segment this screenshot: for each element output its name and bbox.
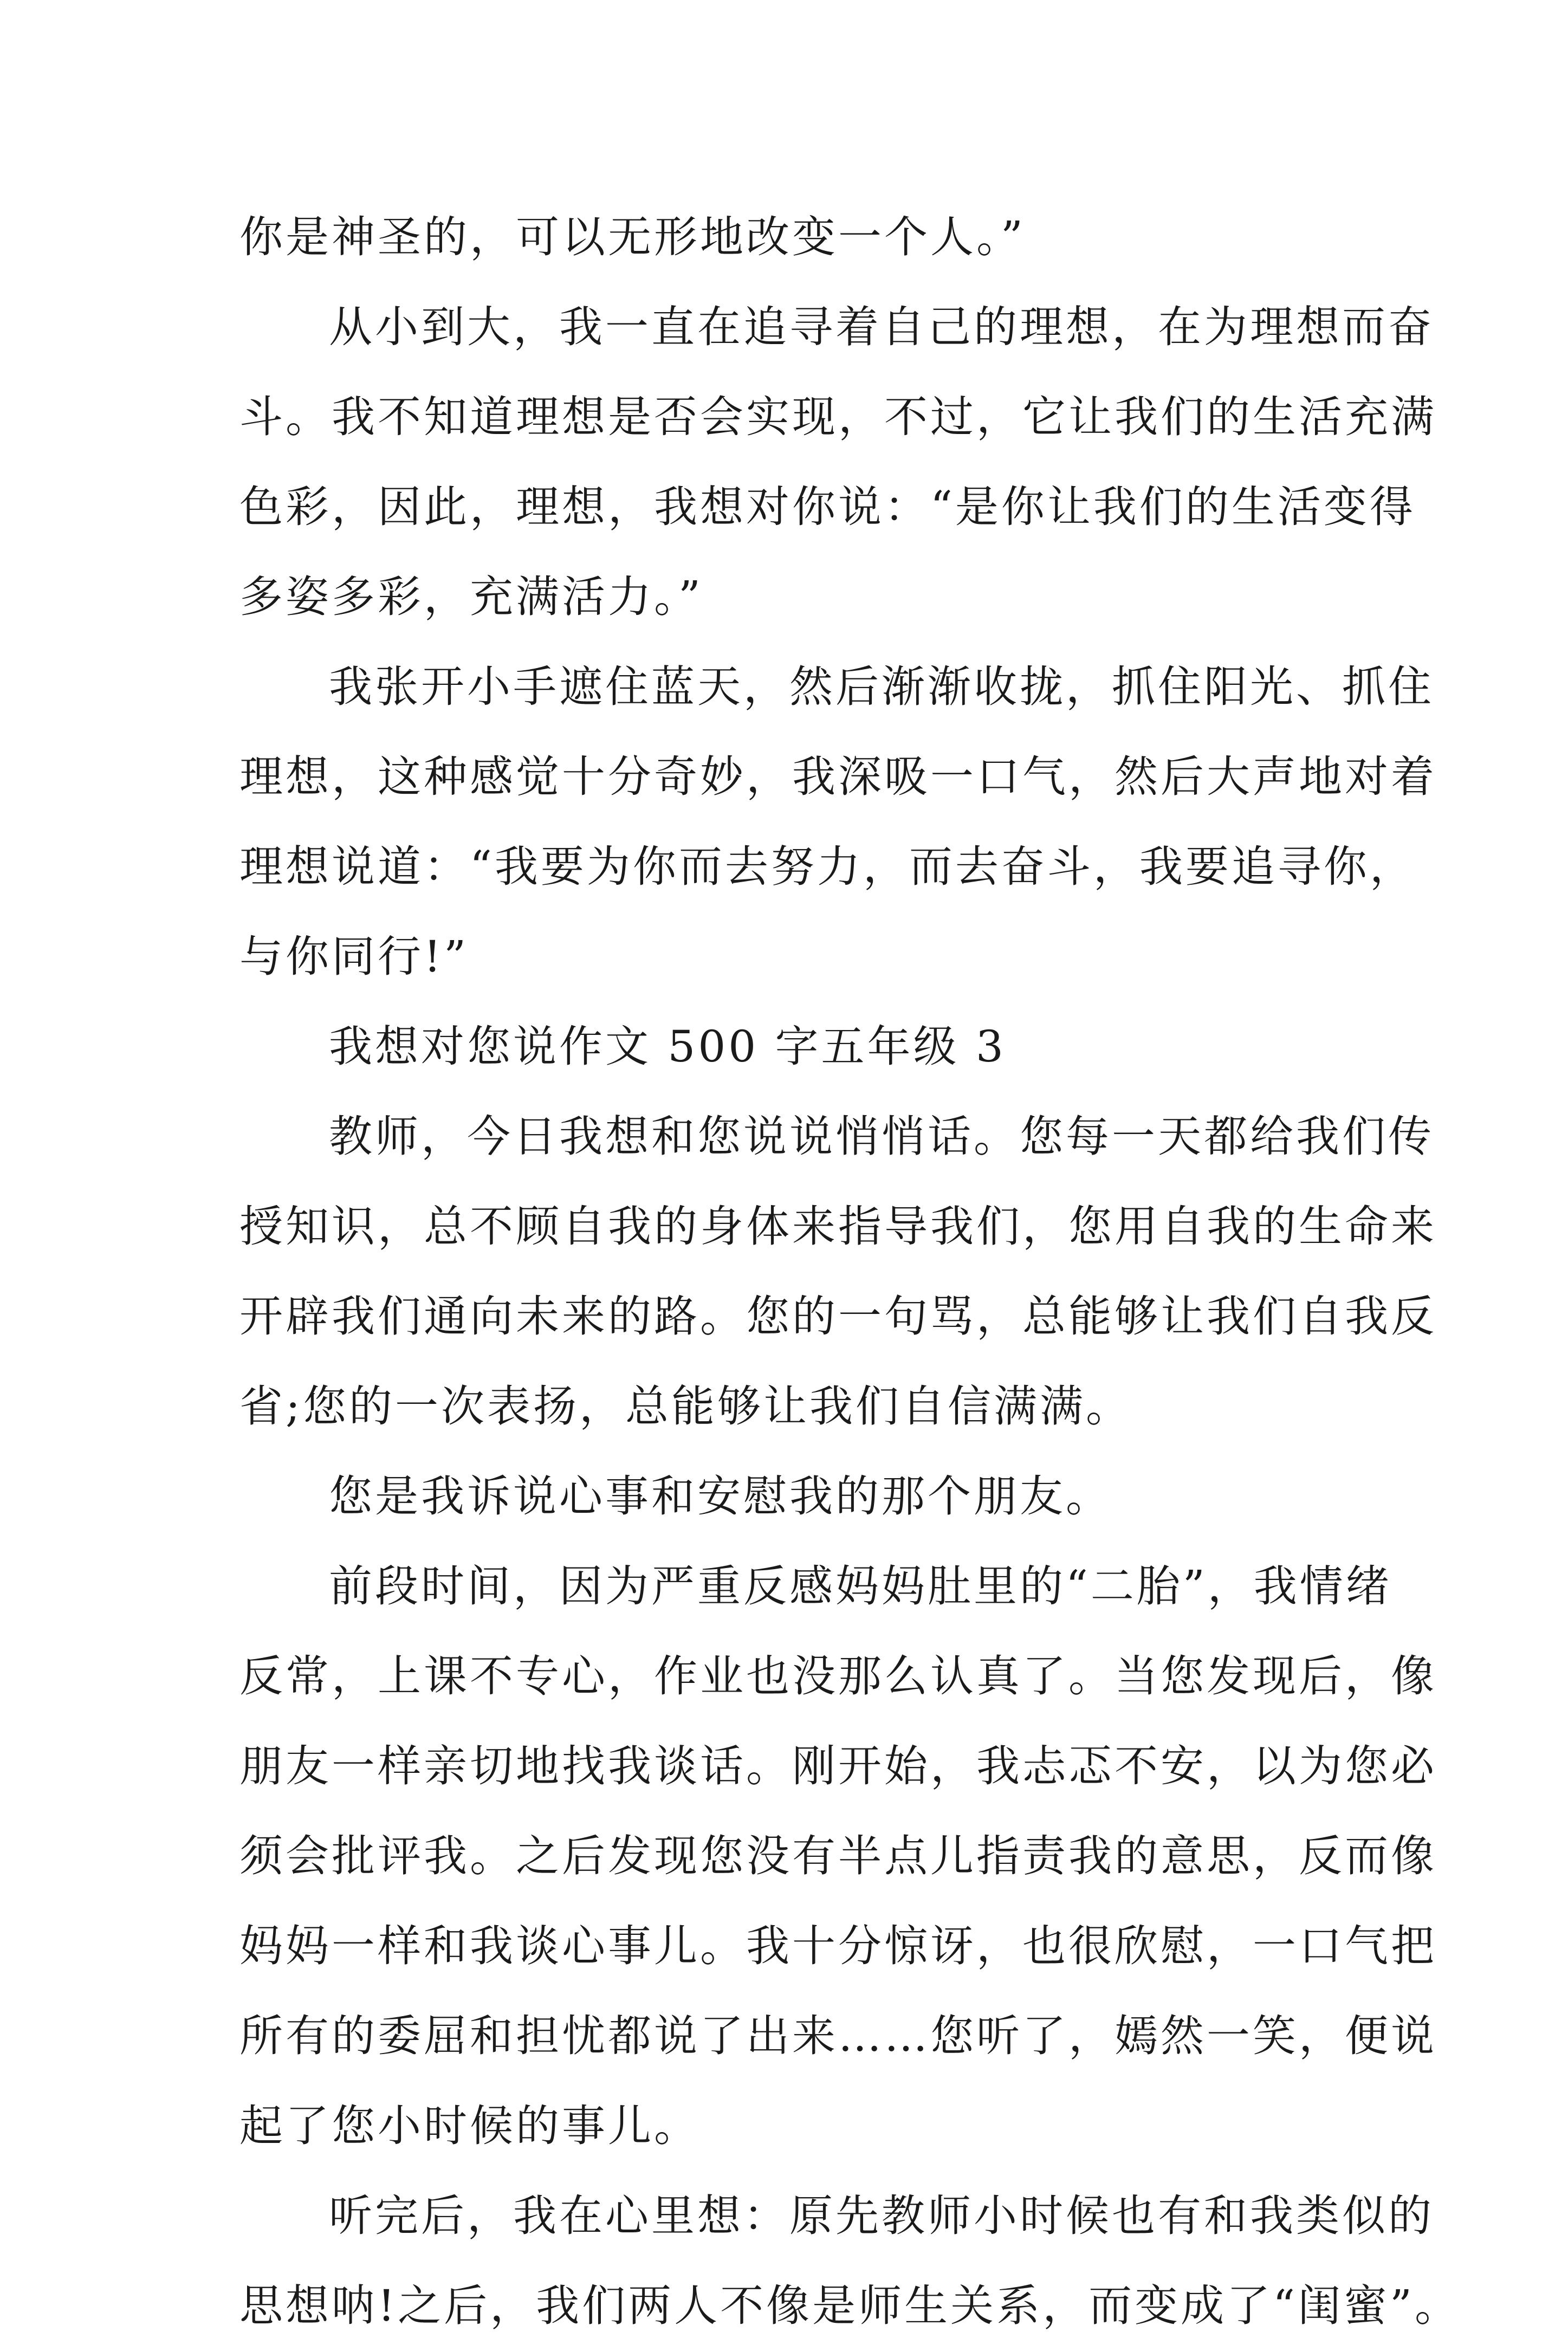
paragraph-line: 起了您小时候的事儿。 bbox=[239, 2101, 700, 2151]
paragraph-line: 开辟我们通向未来的路。您的一句骂，总能够让我们自我反 bbox=[239, 1291, 1437, 1342]
paragraph-line: 妈妈一样和我谈心事儿。我十分惊讶，也很欣慰，一口气把 bbox=[239, 1921, 1437, 1971]
paragraph-line: 与你同行!” bbox=[239, 931, 469, 982]
paragraph-line: 斗。我不知道理想是否会实现，不过，它让我们的生活充满 bbox=[239, 392, 1437, 442]
paragraph-line: 省;您的一次表扬，总能够让我们自信满满。 bbox=[239, 1381, 1132, 1432]
paragraph-line: 朋友一样亲切地找我谈话。刚开始，我忐忑不安，以为您必 bbox=[239, 1741, 1437, 1791]
paragraph-line: 色彩，因此，理想，我想对你说：“是你让我们的生活变得 bbox=[239, 482, 1416, 532]
paragraph-line: 教师，今日我想和您说说悄悄话。您每一天都给我们传 bbox=[329, 1111, 1434, 1162]
paragraph-line: 前段时间，因为严重反感妈妈肚里的“二胎”，我情绪 bbox=[329, 1561, 1392, 1611]
paragraph-line: 您是我诉说心事和安慰我的那个朋友。 bbox=[329, 1471, 1112, 1521]
paragraph-line: 理想，这种感觉十分奇妙，我深吸一口气，然后大声地对着 bbox=[239, 752, 1437, 802]
paragraph-line: 思想呐!之后，我们两人不像是师生关系，而变成了“闺蜜”。 bbox=[239, 2281, 1461, 2331]
paragraph-line: 须会批评我。之后发现您没有半点儿指责我的意思，反而像 bbox=[239, 1831, 1437, 1881]
paragraph-line: 从小到大，我一直在追寻着自己的理想，在为理想而奋 bbox=[329, 302, 1434, 352]
paragraph-line: 听完后，我在心里想：原先教师小时候也有和我类似的 bbox=[329, 2191, 1434, 2241]
paragraph-line: 多姿多彩，充满活力。” bbox=[239, 572, 703, 622]
paragraph-line: 你是神圣的，可以无形地改变一个人。” bbox=[239, 212, 1026, 262]
paragraph-line: 理想说道：“我要为你而去努力，而去奋斗，我要追寻你， bbox=[239, 841, 1416, 892]
paragraph-line: 所有的委屈和担忧都说了出来……您听了，嫣然一笑，便说 bbox=[239, 2011, 1437, 2061]
paragraph-line: 反常，上课不专心，作业也没那么认真了。当您发现后，像 bbox=[239, 1651, 1437, 1701]
section-heading: 我想对您说作文 500 字五年级 3 bbox=[329, 1021, 1006, 1072]
document-body bbox=[239, 192, 1461, 2351]
paragraph-line: 我张开小手遮住蓝天，然后渐渐收拢，抓住阳光、抓住 bbox=[329, 662, 1434, 712]
paragraph-line: 授知识，总不顾自我的身体来指导我们，您用自我的生命来 bbox=[239, 1201, 1437, 1252]
